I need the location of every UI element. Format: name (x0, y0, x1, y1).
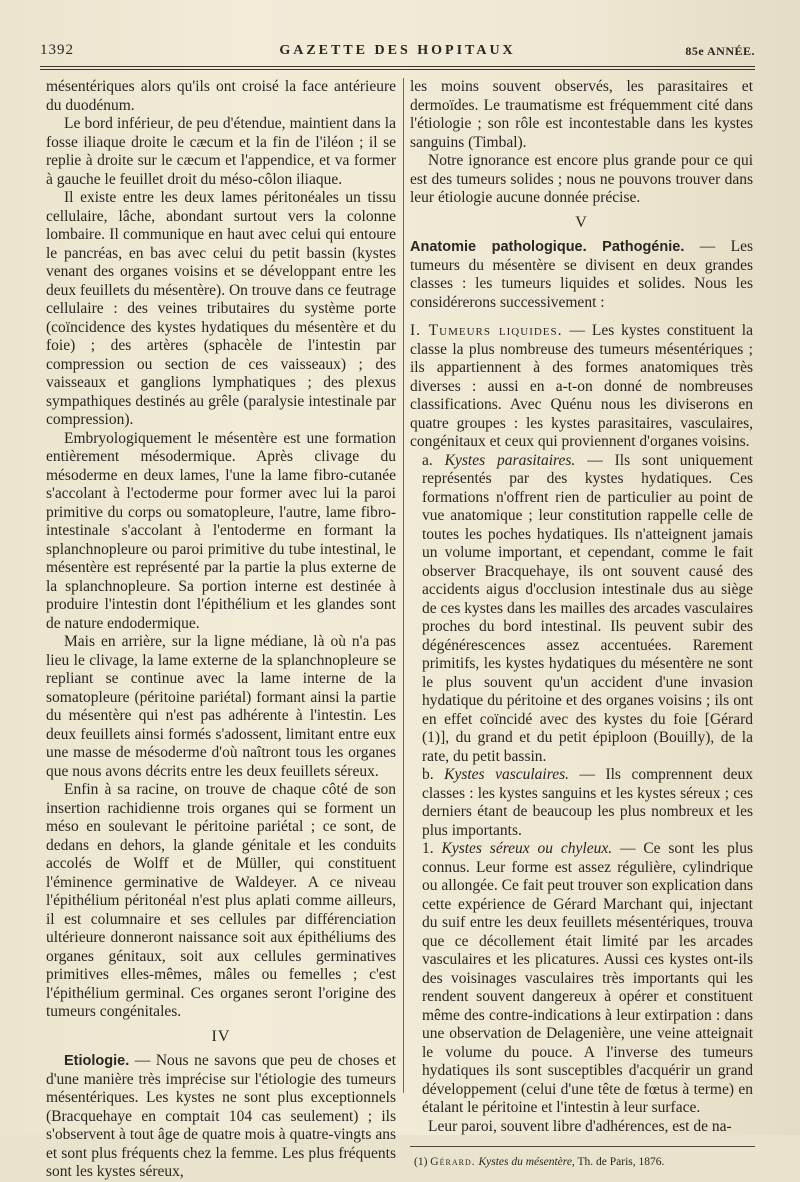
page-number: 1392 (40, 42, 74, 58)
spacer (410, 312, 753, 322)
anatomy-heading: Anatomie pathologique. Pathogénie. (410, 239, 685, 255)
vascular-cysts-label: b. (422, 766, 445, 783)
liquid-tumors-label: I. Tumeurs liquides. (410, 322, 563, 339)
left-column (46, 78, 396, 1182)
footnote-number: (1) (414, 1156, 431, 1168)
section-number-iv: IV (211, 1027, 231, 1045)
parasitic-cysts-title: Kystes parasitaires. (444, 451, 576, 469)
footnote-title: Kystes du mésentère, (475, 1156, 575, 1168)
etiology-text: — Nous ne savons que peu de choses et d'une manière très imprécise sur l'étiologie des tumeurs mésentériques. Les kystes ne sont plus exceptionnels (Bracquehaye en comptait 104 cas seulement) ; ils s'observent à tout âge de quatre mois à quatre-vingts ans et sont plus fréquents chez la femme. Les plus fréquents sont les kystes séreux, (46, 1052, 396, 1180)
header-rule-thin (40, 69, 755, 70)
vascular-cysts-text: — Ils comprennent deux classes : les kystes sanguins et les kystes séreux ; ces derniers étant de beaucoup les plus nombreux et les plus importants. (422, 766, 753, 839)
vascular-cysts-title: Kystes vasculaires. (444, 766, 569, 783)
paragraph: Mais en arrière, sur la ligne médiane, là où n'a pas lieu le clivage, la lame externe de la splanchnopleure se repliant se continue avec la lame interne de la somatopleure (péritoine pariétal) formant ainsi la partie du mésentère qui n'est pas adhérente à l'intestin. Les deux feuillets ainsi formés s'adossent, limitant entre eux une masse de mésoderme d'où naîtront tous les organes que nous avons décrits entre les deux feuillets séreux. (46, 633, 396, 780)
paragraph: les moins souvent observés, les parasitaires et dermoïdes. Le traumatisme est fréquemment cité dans l'étiologie ; son rôle est incontestable dans les kystes sanguins (Timbal). (410, 78, 753, 151)
serous-cysts-title: Kystes séreux ou chyleux. (441, 840, 613, 857)
paragraph: Le bord inférieur, de peu d'étendue, maintient dans la fosse iliaque droite le cæcum et la fin de l'iléon ; il se replie à droite sur le cæcum et l'appendice, et va former à gauche le feuillet droit du méso-côlon iliaque. (46, 115, 396, 188)
paragraph: Leur paroi, souvent libre d'adhérences, est de na- (428, 1117, 732, 1135)
liquid-tumors-text: — Les kystes constituent la classe la plus nombreuse des tumeurs mésentériques ; ils appartiennent à des formes anatomiques très diverses : aussi en a-t-on donné de nombreuses classifications. Avec Quénu nous les diviserons en quatre groupes : les kystes parasitaires, vasculaires, congénitaux et ceux qui proviennent d'organes voisins. (410, 322, 753, 450)
parasitic-cysts-label: a. (422, 451, 445, 469)
paragraph: Enfin à sa racine, on trouve de chaque côté de son insertion rachidienne trois organes qui se forment un méso en soulevant le péritoine pariétal ; ce sont, de dedans en dehors, la glande génitale et les conduits accolés de Wolff et de Müller, qui constituent l'éminence germinative de Waldeyer. A ce niveau l'épithélium péritonéal n'est plus aplati comme ailleurs, il est columnaire et ses cellules par différenciation ultérieure donneront naissance soit aux épithéliums des organes génitaux, soit aux cellules germinatives primitives elles-mêmes, mâles ou femelles ; c'est l'épithélium germinal. Ces organes seront l'origine des tumeurs congénitales. (46, 781, 396, 1020)
paragraph: Il existe entre les deux lames péritonéales un tissu cellulaire, lâche, abondant surtout vers la colonne lombaire. Il communique en haut avec celui qui entoure le pancréas, en bas avec celui du petit bassin (kystes venant des organes voisins et se développant entre les deux feuillets du mésentère). On trouve dans ce feutrage cellulaire : des veines tributaires du système porte (coïncidence des kystes hydatiques du mésentère et du foie) ; des artères (sphacèle de l'intestin par compression ou section de ces vaisseaux) ; des vaisseaux et ganglions lymphatiques ; des plexus sympathiques destinés au grêle (paralysie intestinale par compression). (46, 189, 396, 428)
liquid-tumors-paragraph (410, 322, 753, 452)
section-number-v: V (575, 213, 588, 231)
footnote (410, 1155, 753, 1169)
right-column (410, 78, 753, 1169)
page-header (40, 38, 755, 64)
footnote-rule (410, 1146, 755, 1147)
column-separator (403, 78, 404, 1093)
etiology-paragraph (46, 1052, 396, 1182)
anatomy-text: — Les tumeurs du mésentère se divisent en deux grandes classes : les tumeurs liquides et solides. Nous les considérerons successivement : (410, 238, 753, 311)
serous-cysts-label: 1. (422, 840, 442, 857)
parasitic-cysts-text: — Ils sont uniquement représentés par des kystes hydatiques. Ces formations n'offrent rien de particulier au point de vue anatomique ; leur constitution rappelle celle de toutes les poches hydatiques. Ils n'atteignent jamais un volume important, et cependant, comme le fait observer Bracquehaye, ils ont souvent causé des accidents aigus d'occlusion intestinale dus au siège de ces kystes dans les mailles des arcades vasculaires proches du bord intestinal. Ils peuvent subir des dégénérescences assez accentuées. Rarement primitifs, les kystes hydatiques du mésentère ne sont le plus souvent qu'un accident d'une invasion hydatique du péritoine et des organes voisins ; ils ont en effet coïncidé avec des kystes du foie [Gérard (1)], du grand et du petit épiploon (Bouilly), de la rate, du petit bassin. (422, 451, 753, 765)
header-rule-thick (40, 66, 755, 67)
journal-title: GAZETTE DES HOPITAUX (279, 43, 516, 58)
paragraph: Notre ignorance est encore plus grande pour ce qui est des tumeurs solides ; nous ne pouvons trouver dans leur étiologie aucune donnée précise. (410, 152, 753, 206)
paragraph: mésentériques alors qu'ils ont croisé la face antérieure du duodénum. (46, 78, 396, 114)
etiology-heading: Etiologie. (64, 1053, 130, 1069)
anatomy-paragraph (410, 238, 753, 312)
footnote-rest: Th. de Paris, 1876. (574, 1156, 665, 1168)
paragraph: Embryologiquement le mésentère est une formation entièrement mésodermique. Après clivage du mésoderme en deux lames, l'une la lame fibro-cutanée s'accolant à l'ectoderme pour former avec lui la paroi primitive du corps ou somatopleure, l'autre, lame fibro-intestinale s'accolant à l'entoderme en formant la splanchnopleure ou paroi primitive du tube intestinal, le mésentère est représenté par la partie la plus externe de la splanchnopleure. Sa portion interne est destinée à produire l'intestin dont l'épithélium et les glandes sont de nature endodermique. (46, 429, 396, 632)
vascular-cysts-paragraph (410, 766, 753, 840)
footnote-author: Gérard. (430, 1156, 476, 1168)
serous-cysts-paragraph (410, 840, 753, 1118)
parasitic-cysts-paragraph (410, 452, 753, 767)
year-label: 85e ANNÉE. (685, 44, 755, 58)
serous-cysts-text: — Ce sont les plus connus. Leur forme est assez régulière, cylindrique ou allongée. Ce fait peut trouver son explication dans cette expérience de Gérard Marchant qui, injectant du suif entre les deux feuillets mésentériques, trouva que ce décollement était limité par les arcades vasculaires et les plicatures. Aussi ces kystes ont-ils des voisinages vasculaires très importants qui les rendent souvent dangereux à opérer et constituent même des contre-indications à leur extirpation : dans une observation de Delagenière, une veine atteignait le volume du pouce. A l'inverse des tumeurs hydatiques ils sont susceptibles d'acquérir un grand développement (celui d'une tête de fœtus à terme) en étalant le péritoine et l'intestin à leur surface. (422, 840, 754, 1116)
